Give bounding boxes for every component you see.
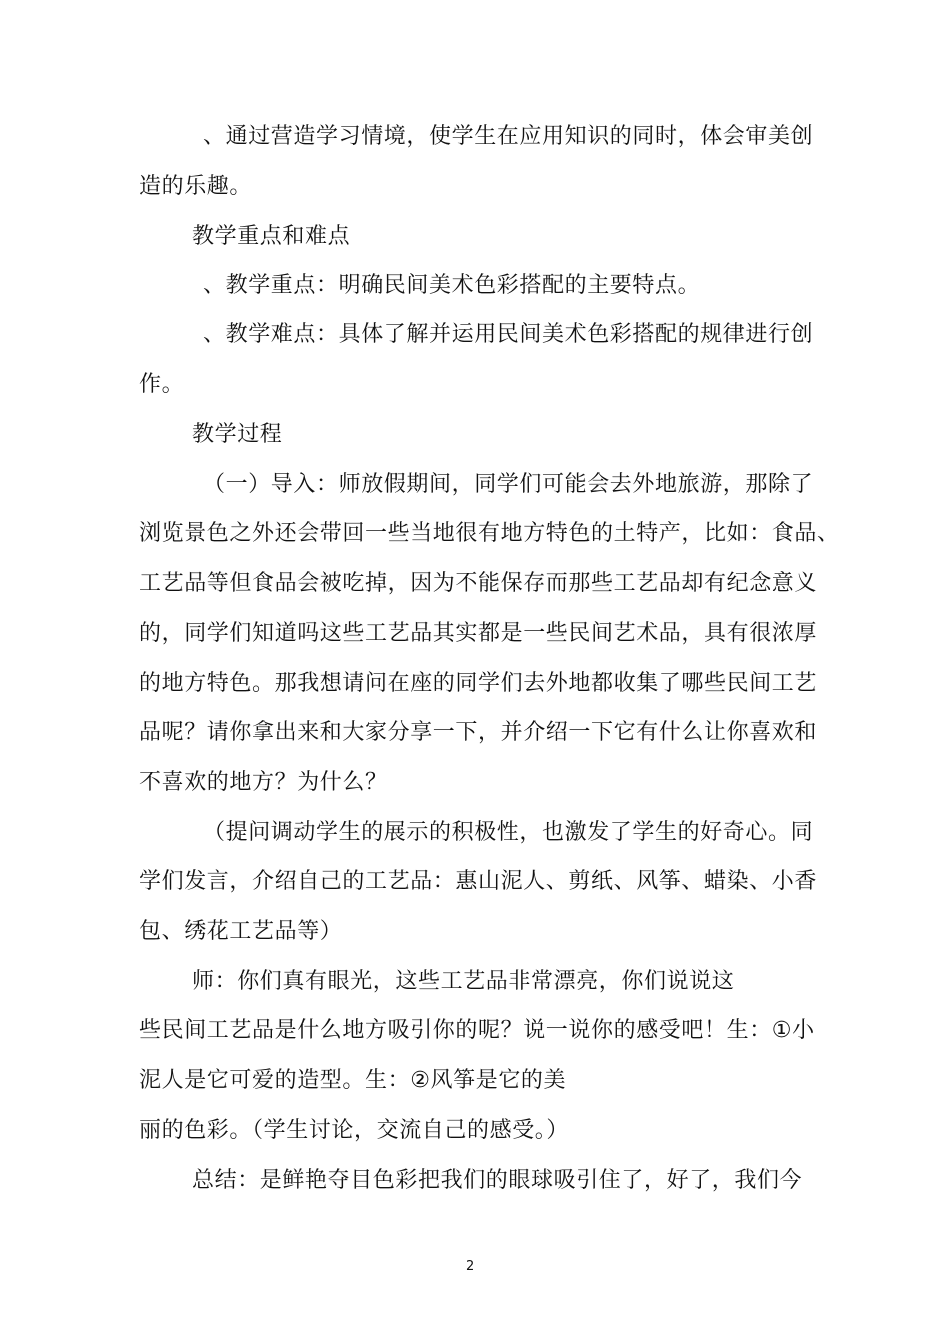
text-line: 丽的色彩。（学生讨论，交流自己的感受。） [139, 1118, 570, 1143]
text-line: 些民间工艺品是什么地方吸引你的呢？说一说你的感受吧！生：①小 [139, 1018, 815, 1043]
text-line: 、教学难点：具体了解并运用民间美术色彩搭配的规律进行创 [203, 322, 814, 347]
section-heading: 教学过程 [192, 422, 283, 447]
text-line: 工艺品等但食品会被吃掉，因为不能保存而那些工艺品却有纪念意义 [139, 571, 818, 596]
text-line: 包、绣花工艺品等） [139, 919, 343, 944]
text-line: 的，同学们知道吗这些工艺品其实都是一些民间艺术品，具有很浓厚 [139, 621, 818, 646]
page-number: 2 [466, 1259, 475, 1274]
section-heading: 教学重点和难点 [192, 224, 351, 249]
text-line: 师：你们真有眼光，这些工艺品非常漂亮，你们说说这 [192, 969, 735, 994]
text-line: 泥人是它可爱的造型。生：②风筝是它的美 [139, 1068, 567, 1093]
text-line: 浏览景色之外还会带回一些当地很有地方特色的土特产，比如：食品、 [139, 521, 840, 546]
text-line: （一）导入：师放假期间，同学们可能会去外地旅游，那除了 [203, 472, 814, 497]
text-line: 、通过营造学习情境，使学生在应用知识的同时，体会审美创 [203, 124, 814, 149]
text-line: 作。 [139, 372, 185, 397]
text-line: 总结：是鲜艳夺目色彩把我们的眼球吸引住了，好了，我们今 [192, 1168, 803, 1193]
text-line: 不喜欢的地方？为什么？ [139, 770, 388, 795]
text-line: 的地方特色。那我想请问在座的同学们去外地都收集了哪些民间工艺 [139, 671, 818, 696]
text-line: 造的乐趣。 [139, 174, 253, 199]
text-line: （提问调动学生的展示的积极性，也激发了学生的好奇心。同 [203, 820, 814, 845]
text-line: 、教学重点：明确民间美术色彩搭配的主要特点。 [203, 273, 701, 298]
text-line: 品呢？请你拿出来和大家分享一下，并介绍一下它有什么让你喜欢和 [139, 720, 818, 745]
text-line: 学们发言，介绍自己的工艺品：惠山泥人、剪纸、风筝、蜡染、小香 [139, 869, 818, 894]
